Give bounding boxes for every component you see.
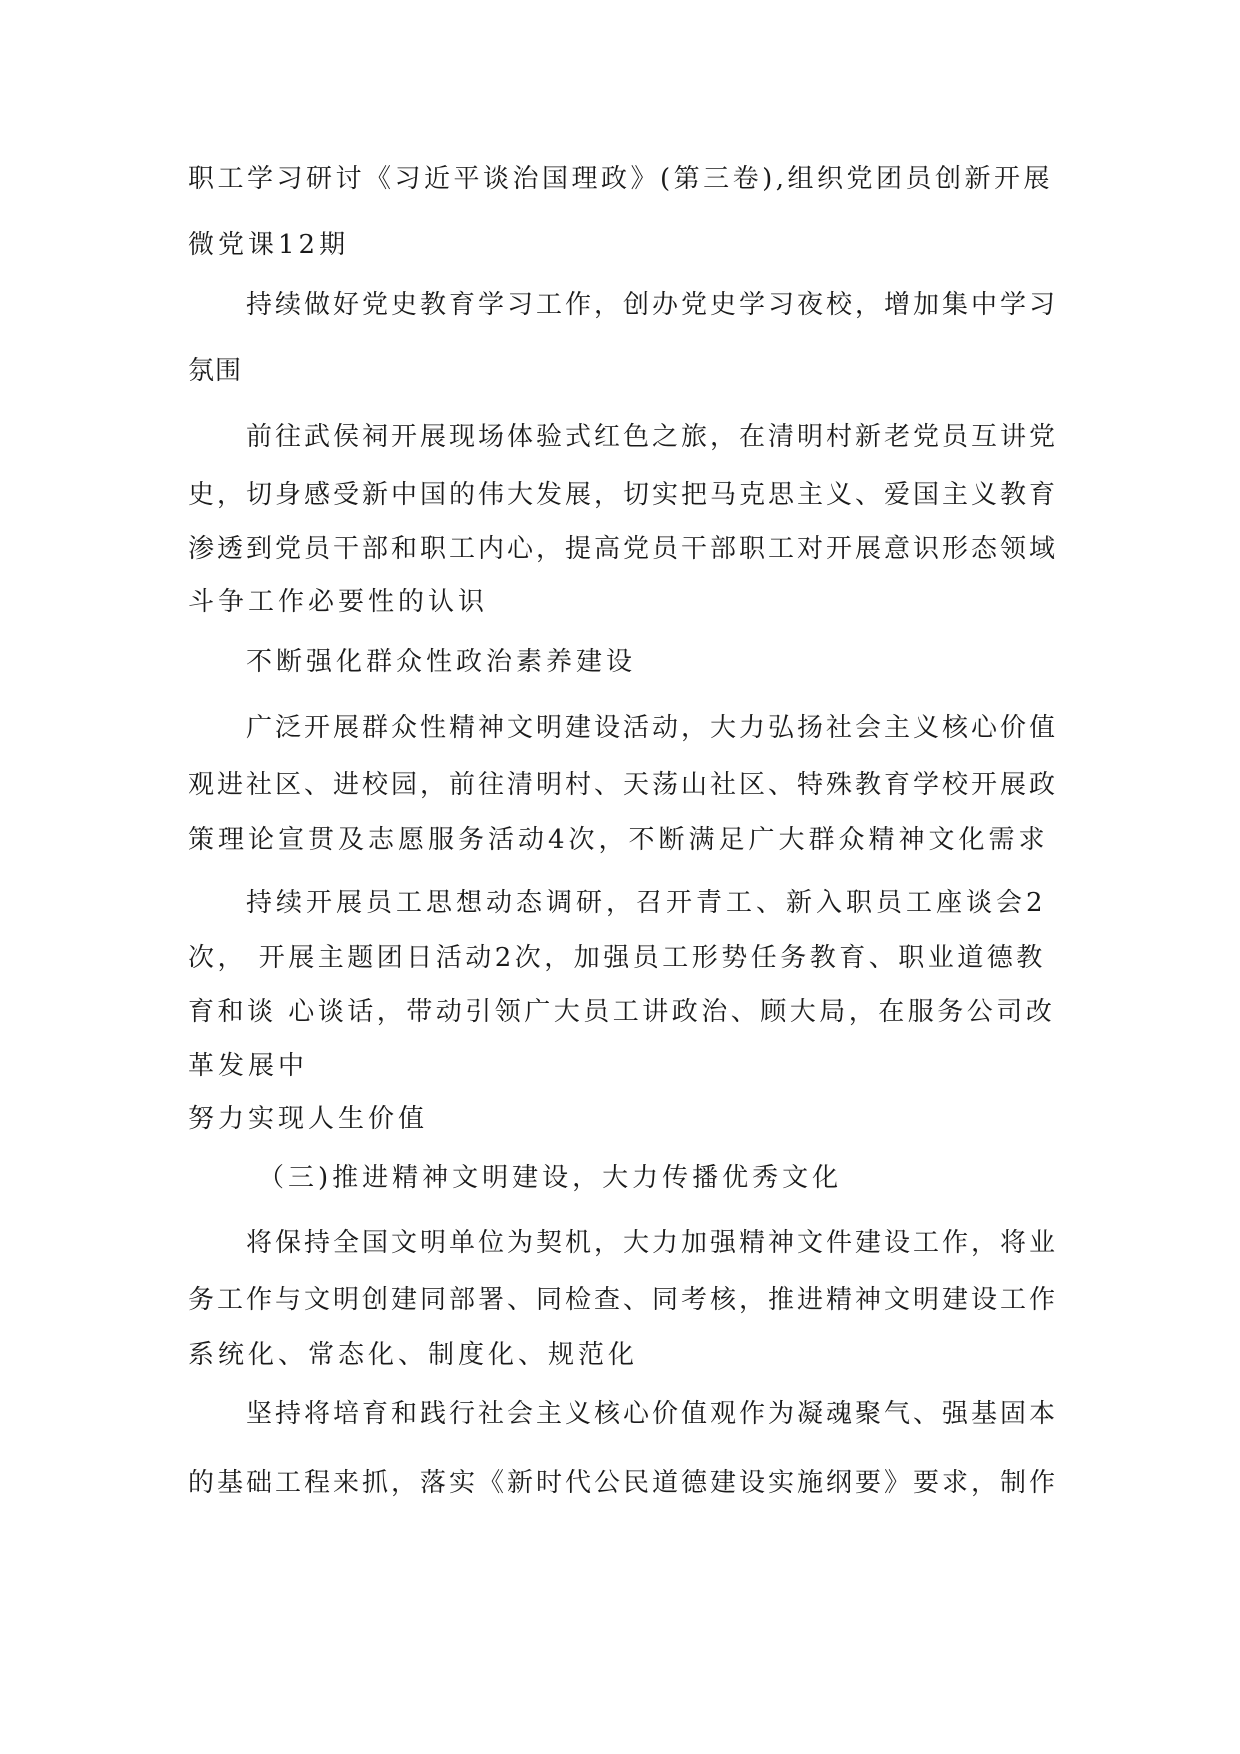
text-line-10: 广泛开展群众性精神文明建设活动，大力弘扬社会主义核心价值 <box>246 713 1059 743</box>
text-line-17: 努力实现人生价值 <box>188 1104 429 1134</box>
text-line-14: 次， 开展主题团日活动2次，加强员工形势任务教育、职业道德教 <box>188 943 1046 973</box>
text-line-2: 微党课12期 <box>188 230 350 260</box>
text-line-9: 不断强化群众性政治素养建设 <box>246 647 637 677</box>
text-line-20: 务工作与文明创建同部署、同检查、同考核，推进精神文明建设工作 <box>188 1285 1059 1315</box>
text-line-4: 氛围 <box>188 356 243 386</box>
text-line-12: 策理论宣贯及志愿服务活动4次，不断满足广大群众精神文化需求 <box>188 825 1049 855</box>
text-line-23: 的基础工程来抓，落实《新时代公民道德建设实施纲要》要求，制作 <box>188 1468 1059 1498</box>
text-line-21: 系统化、常态化、制度化、规范化 <box>188 1340 639 1370</box>
text-line-22: 坚持将培育和践行社会主义核心价值观作为凝魂聚气、强基固本 <box>246 1399 1059 1429</box>
section-heading-3: （三)推进精神文明建设，大力传播优秀文化 <box>258 1163 843 1193</box>
text-line-8: 斗争工作必要性的认识 <box>188 587 489 617</box>
text-line-6: 史，切身感受新中国的伟大发展，切实把马克思主义、爱国主义教育 <box>188 480 1059 510</box>
text-line-11: 观进社区、进校园，前往清明村、天荡山社区、特殊教育学校开展政 <box>188 770 1059 800</box>
text-line-5: 前往武侯祠开展现场体验式红色之旅，在清明村新老党员互讲党 <box>246 422 1059 452</box>
text-line-13: 持续开展员工思想动态调研，召开青工、新入职员工座谈会2 <box>246 888 1047 918</box>
text-line-15: 育和谈 心谈话，带动引领广大员工讲政治、顾大局，在服务公司改 <box>188 997 1056 1027</box>
text-line-1: 职工学习研讨《习近平谈治国理政》(第三卷),组织党团员创新开展 <box>188 164 1054 194</box>
text-line-16: 革发展中 <box>188 1051 309 1081</box>
text-line-19: 将保持全国文明单位为契机，大力加强精神文件建设工作，将业 <box>246 1228 1059 1258</box>
text-line-3: 持续做好党史教育学习工作，创办党史学习夜校，增加集中学习 <box>246 290 1059 320</box>
text-line-7: 渗透到党员干部和职工内心，提高党员干部职工对开展意识形态领域 <box>188 534 1059 564</box>
